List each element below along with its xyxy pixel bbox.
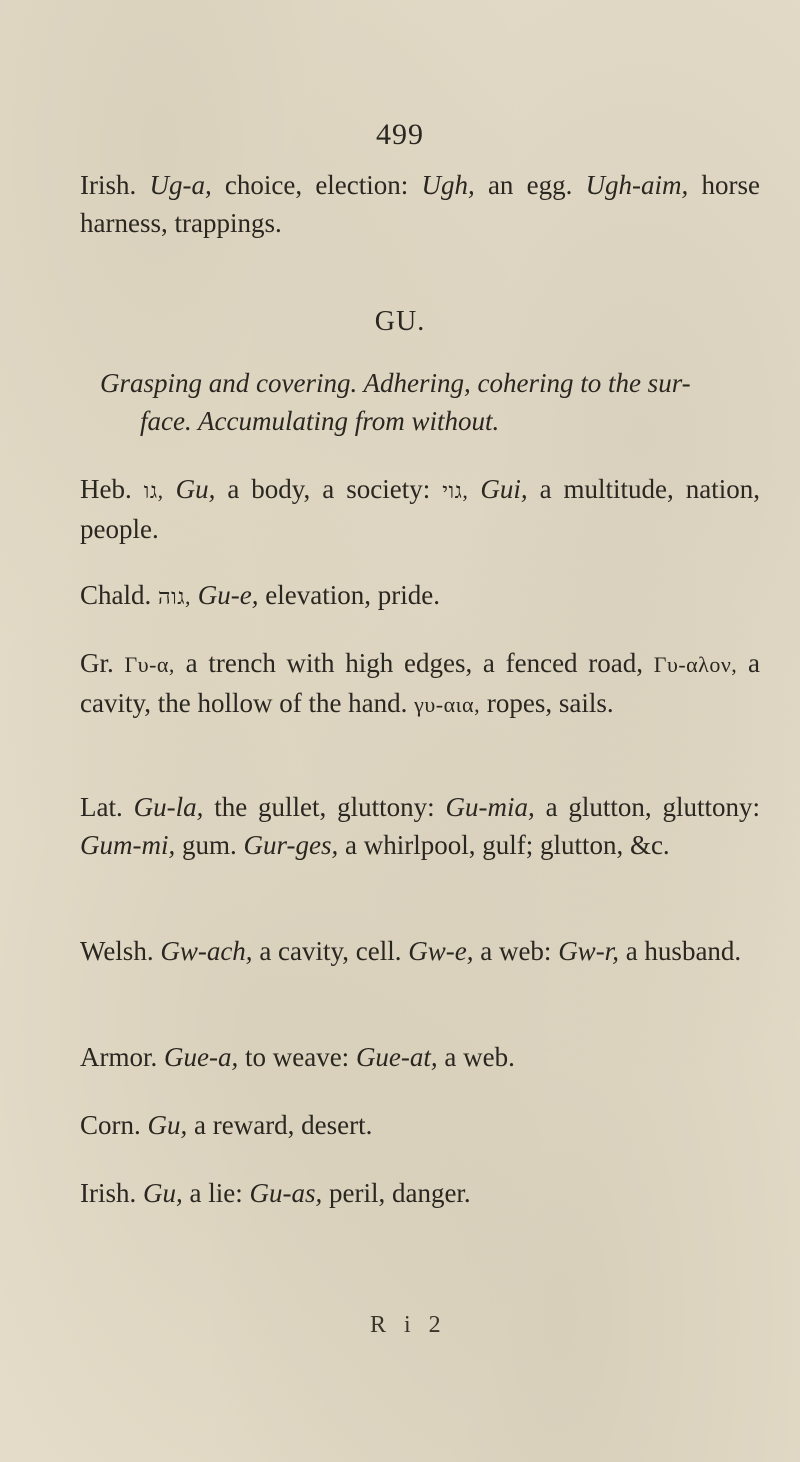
- gloss: a husband.: [618, 936, 742, 966]
- irish-entry-1: [80, 166, 760, 242]
- headword: Gum-mi,: [80, 830, 176, 860]
- headword: Gu,: [143, 1178, 183, 1208]
- greek-word: Γυ-α,: [124, 652, 175, 677]
- gloss: ropes, sails.: [480, 688, 614, 718]
- section-definition: [100, 364, 760, 440]
- gloss: a glutton, gluttony:: [534, 792, 761, 822]
- greek-word: γυ-αια,: [414, 692, 481, 717]
- headword: Gw-e,: [408, 936, 474, 966]
- hebrew-word: גוי,: [442, 478, 469, 503]
- headword: Ugh-aim,: [585, 170, 689, 200]
- gloss: an egg.: [474, 170, 586, 200]
- gloss: a cavity, cell.: [252, 936, 409, 966]
- chaldee-word: גוה,: [158, 584, 192, 609]
- headword: Gu,: [175, 474, 216, 504]
- language-label: Corn.: [80, 1110, 141, 1140]
- language-label: Heb.: [80, 474, 132, 504]
- gloss: a whirlpool, gulf; glutton, &c.: [338, 830, 670, 860]
- hebrew-word: גו,: [143, 478, 164, 503]
- definition-line-2: face. Accumulating from without.: [140, 406, 500, 436]
- gloss: a web:: [473, 936, 559, 966]
- headword: Gu-mia,: [445, 792, 535, 822]
- latin-entry: [80, 788, 760, 864]
- headword: Gue-at,: [355, 1042, 438, 1072]
- headword: Gui,: [480, 474, 528, 504]
- chaldee-entry: [80, 576, 760, 616]
- language-label: Armor.: [80, 1042, 158, 1072]
- gloss: a lie:: [182, 1178, 250, 1208]
- gloss: a body, a society:: [215, 474, 443, 504]
- language-label: Lat.: [80, 792, 123, 822]
- signature-mark: R i 2: [370, 1312, 447, 1338]
- headword: Gu-as,: [249, 1178, 323, 1208]
- gloss: gum.: [175, 830, 244, 860]
- headword: Gw-r,: [558, 936, 619, 966]
- gloss: peril, danger.: [322, 1178, 471, 1208]
- gloss: elevation, pride.: [258, 580, 440, 610]
- gloss: choice, election:: [211, 170, 422, 200]
- hebrew-entry: [80, 470, 760, 548]
- headword: Gue-a,: [164, 1042, 239, 1072]
- headword: Gu-e,: [197, 580, 259, 610]
- headword: Gur-ges,: [243, 830, 339, 860]
- cornish-entry: [80, 1106, 760, 1144]
- gloss: a trench with high edges, a fenced road,: [174, 648, 654, 678]
- language-label: Irish.: [80, 170, 137, 200]
- welsh-entry: [80, 932, 760, 970]
- headword: Ugh,: [421, 170, 475, 200]
- gloss: horse harness, trappings.: [80, 170, 760, 238]
- gloss: a multitude, nation, people.: [80, 474, 761, 544]
- irish-entry-2: [80, 1174, 760, 1212]
- armoric-entry: [80, 1038, 760, 1076]
- language-label: Gr.: [80, 648, 114, 678]
- headword: Gu,: [147, 1110, 188, 1140]
- language-label: Irish.: [80, 1178, 137, 1208]
- greek-entry: [80, 644, 760, 724]
- greek-word: Γυ-αλον,: [653, 652, 738, 677]
- page-number: 499: [376, 118, 424, 151]
- language-label: Welsh.: [80, 936, 154, 966]
- gloss: a cavity, the hollow of the hand.: [80, 648, 760, 718]
- gloss: the gullet, gluttony:: [203, 792, 446, 822]
- headword: Ug-a,: [149, 170, 212, 200]
- headword: Gw-ach,: [160, 936, 253, 966]
- definition-line-1: Grasping and covering. Adhering, cohering to the sur-: [100, 368, 691, 398]
- gloss: a reward, desert.: [187, 1110, 373, 1140]
- language-label: Chald.: [80, 580, 152, 610]
- section-heading: GU.: [374, 306, 426, 337]
- headword: Gu-la,: [133, 792, 204, 822]
- gloss: to weave:: [238, 1042, 356, 1072]
- gloss: a web.: [437, 1042, 515, 1072]
